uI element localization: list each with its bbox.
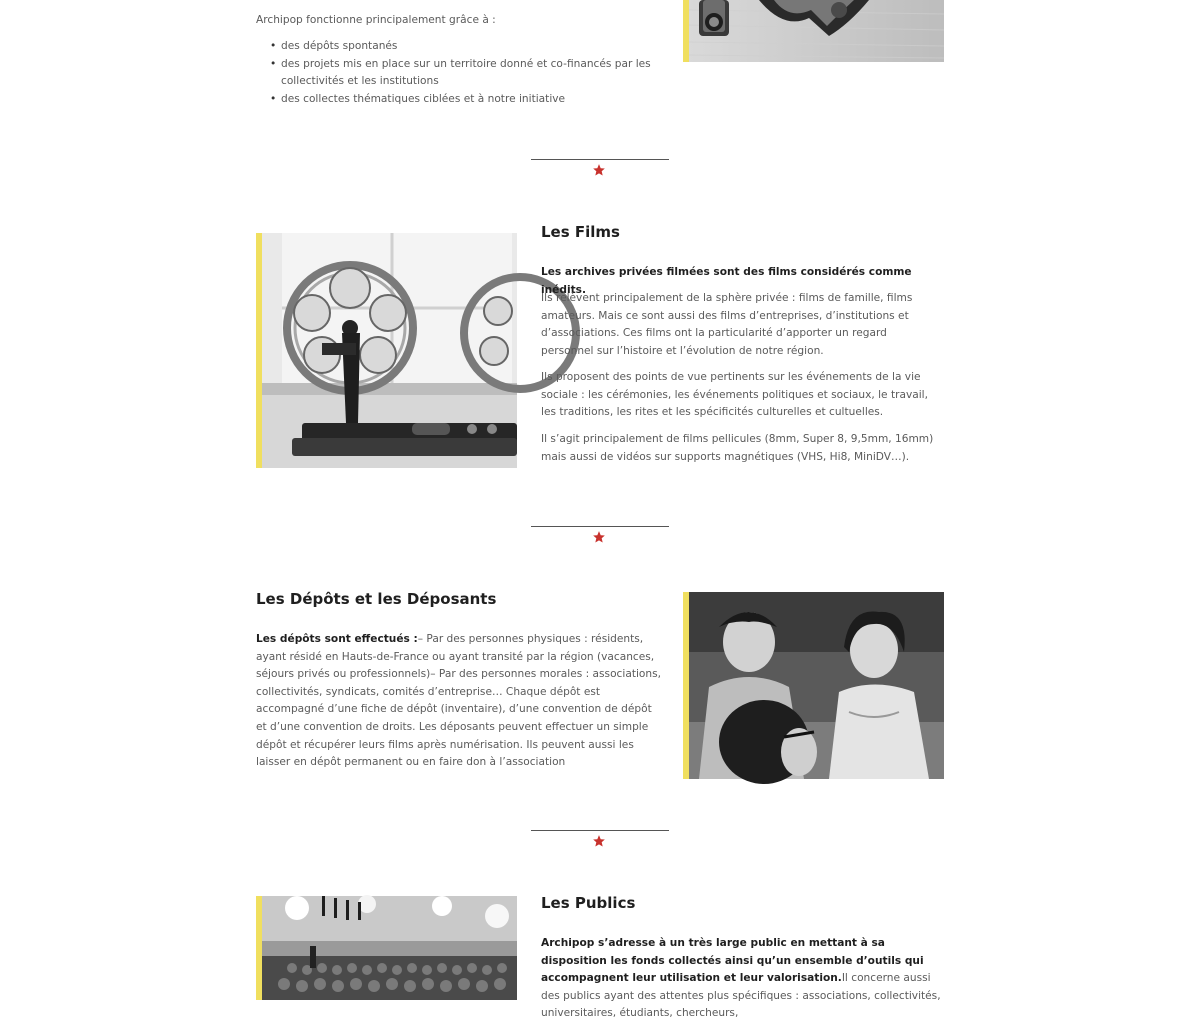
list-item: • des dépôts spontanés <box>256 38 656 56</box>
films-paragraph-3: Il s’agit principalement de films pellicules (8mm, Super 8, 9,5mm, 16mm) mais aussi de vidéos sur supports magnétiques (VHS, Hi8, MiniDV…). <box>541 433 934 463</box>
camera-photo <box>683 0 944 62</box>
section-divider <box>531 526 669 527</box>
section-divider <box>531 830 669 831</box>
list-item: • des collectes thématiques ciblées et à notre initiative <box>256 91 656 109</box>
depots-body: – Par des personnes physiques : résidents, ayant résidé en Hauts-de-France ou ayant transité par la région (vacances, séjours privés ou professionnels)– Par des personnes morales : associations, collectivités, syndicats, comités d’entreprise… Chaque dépôt est accompagné d’une fiche de dépôt (inventaire), d’une convention de dépôt et d’une convention de droits. Les déposants peuvent effectuer un simple dépôt et récupérer leurs films après numérisation. Ils peuvent aussi les laisser en dépôt permanent ou en faire don à l’association <box>256 633 661 769</box>
films-title: Les Films <box>541 223 620 241</box>
depots-lead: Les dépôts sont effectués : <box>256 633 418 645</box>
intro-lead: Archipop fonctionne principalement grâce à : <box>256 14 496 26</box>
star-icon <box>592 530 606 544</box>
intro-list <box>256 38 656 108</box>
section-divider <box>531 159 669 160</box>
list-item: • des projets mis en place sur un territoire donné et co-financés par les collectivités et les institutions <box>256 56 656 91</box>
publics-text <box>541 935 941 1023</box>
films-lead: Les archives privées filmées sont des films considérés comme inédits. <box>541 266 912 296</box>
publics-lead: Archipop s’adresse à un très large public en mettant à sa disposition les fonds collectés ainsi qu’un ensemble d’outils qui accompagnent leur utilisation et leur valorisation. <box>541 937 924 985</box>
star-icon <box>592 163 606 177</box>
films-paragraph-1: Ils relèvent principalement de la sphère privée : films de famille, films amateurs. Mais ce sont aussi des films d’entreprises, d’institutions et d’associations. Ces films ont la particularité d’apporter un regard personnel sur l’histoire et l’évolution de notre région. <box>541 292 913 357</box>
depots-title: Les Dépôts et les Déposants <box>256 590 497 608</box>
film-projector-photo <box>256 233 517 468</box>
people-photo <box>683 592 944 779</box>
star-icon <box>592 834 606 848</box>
publics-title: Les Publics <box>541 894 636 912</box>
depots-text <box>256 631 661 772</box>
audience-photo <box>256 896 517 1000</box>
films-paragraph-2: Ils proposent des points de vue pertinents sur les événements de la vie sociale : les cérémonies, les événements politiques et sociaux, le travail, les traditions, les rites et les spécificités culturelles et cultuelles. <box>541 371 928 419</box>
publics-body: Il concerne aussi des publics ayant des attentes plus spécifiques : associations, collectivités, universitaires, étudiants, chercheurs, <box>541 972 941 1020</box>
